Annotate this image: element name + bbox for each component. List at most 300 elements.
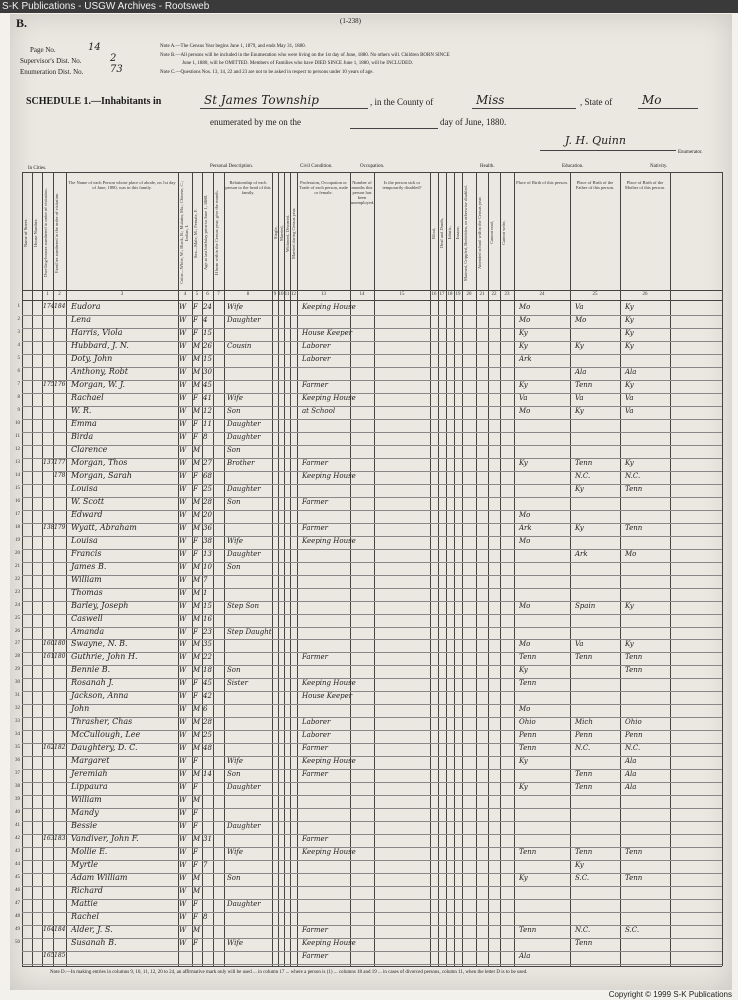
row-number: 19: [15, 537, 20, 543]
mother-birthplace-value: Ky: [625, 640, 634, 649]
column-number: 12: [291, 292, 296, 297]
family-number: 183: [54, 835, 66, 843]
color-value: W: [179, 303, 187, 311]
row-number: 6: [17, 368, 20, 374]
row-number: 43: [15, 849, 20, 855]
age-value: 1: [203, 588, 208, 597]
column-number: 18: [447, 292, 453, 297]
age-value: 7: [203, 575, 208, 584]
father-birthplace-value: Tenn: [575, 458, 593, 467]
person-name: Mollie E.: [71, 847, 108, 857]
page-label: Page No.: [30, 46, 56, 54]
sex-value: M: [193, 575, 201, 584]
person-name: Anthony, Robt: [71, 366, 128, 376]
birthplace-value: Ky: [519, 458, 528, 467]
sex-value: M: [193, 796, 201, 805]
birthplace-value: Ky: [519, 328, 528, 337]
relationship-value: Step Daught: [227, 627, 272, 636]
age-value: 30: [203, 367, 212, 376]
color-value: W: [179, 757, 187, 766]
row-number: 50: [15, 940, 20, 946]
occupation-value: at School: [302, 406, 336, 415]
person-name: Swayne, N. B.: [71, 639, 128, 649]
row-line: [22, 964, 722, 965]
age-value: 15: [203, 328, 212, 337]
column-number: 7: [217, 292, 220, 297]
county-name: Miss: [476, 93, 505, 107]
sex-value: M: [193, 770, 201, 779]
occupation-value: Keeping House: [302, 757, 356, 766]
column-number: 26: [642, 292, 648, 297]
relationship-value: Son: [227, 445, 241, 454]
mother-birthplace-value: Va: [625, 393, 634, 402]
corner-mark: (1-238): [340, 17, 361, 25]
column-header-label: Profession, Occupation or Trade of each person, male or female.: [299, 180, 348, 195]
age-value: 22: [203, 653, 212, 662]
person-name: James B.: [71, 561, 107, 571]
age-value: 45: [203, 679, 212, 688]
dwelling-number: 164: [43, 926, 55, 934]
relationship-value: Son: [227, 874, 241, 883]
age-value: 68: [203, 471, 212, 480]
occupation-value: Keeping House: [302, 939, 356, 948]
age-value: 4: [203, 315, 208, 324]
color-value: W: [179, 575, 187, 584]
color-value: W: [179, 497, 187, 506]
color-value: W: [179, 822, 187, 831]
relationship-value: Wife: [227, 848, 244, 857]
column-header-label: Dwelling-houses numbered in order of visitation.: [43, 188, 48, 278]
source-banner: S-K Publications - USGW Archives - Rootsweb: [0, 0, 738, 13]
row-number: 15: [15, 485, 20, 491]
row-number: 31: [15, 693, 20, 699]
row-number: 27: [15, 641, 20, 647]
color-value: W: [179, 783, 187, 792]
age-value: 8: [203, 913, 208, 922]
age-value: 6: [203, 705, 208, 714]
occupation-header: Occupation.: [360, 164, 385, 169]
birthplace-value: Mo: [519, 536, 531, 545]
birthplace-value: Ky: [519, 380, 528, 389]
color-value: W: [179, 874, 187, 883]
person-name: Rachel: [71, 912, 99, 922]
family-number: 180: [54, 653, 66, 661]
sex-value: F: [193, 315, 198, 324]
row-number: 44: [15, 862, 20, 868]
color-value: W: [179, 419, 187, 428]
color-value: W: [179, 640, 187, 649]
column-number: 22: [491, 292, 497, 297]
column-header-label: Place of Birth of the Mother of this person.: [625, 180, 665, 190]
row-number: 1: [17, 304, 20, 309]
relationship-value: Step Son: [227, 601, 259, 610]
father-birthplace-value: Tenn: [575, 653, 593, 662]
mother-birthplace-value: Ohio: [625, 718, 642, 727]
relationship-value: Daughter: [227, 315, 261, 324]
color-value: W: [179, 315, 187, 324]
sex-value: F: [193, 328, 198, 337]
color-value: W: [179, 679, 187, 688]
column-number: 13: [321, 292, 326, 297]
father-birthplace-value: Tenn: [575, 939, 593, 948]
column-header-label: Families numbered in the order of visitation.: [54, 192, 59, 274]
color-value: W: [179, 627, 187, 636]
row-number: 39: [15, 797, 20, 803]
father-birthplace-value: Tenn: [575, 848, 593, 857]
person-name: Birda: [71, 431, 94, 441]
sex-value: M: [193, 614, 201, 623]
row-number: 36: [15, 758, 20, 764]
family-number: 184: [54, 926, 66, 934]
person-name: Susanah B.: [71, 938, 117, 948]
sex-value: M: [193, 874, 201, 883]
sex-value: M: [193, 367, 201, 376]
birthplace-value: Mo: [519, 303, 531, 311]
mother-birthplace-value: Ky: [625, 328, 634, 337]
enumerator-signature: J. H. Quinn: [565, 134, 626, 147]
relationship-value: Wife: [227, 393, 244, 402]
note-b-2: June 1, 1880, will be OMITTED. Members of Families who have DIED SINCE June 1, 1880, will be INCLUDED.: [182, 61, 414, 66]
age-value: 24: [203, 303, 212, 311]
birthplace-value: Mo: [519, 510, 531, 519]
row-number: 24: [15, 602, 20, 608]
column-header-label: Single,: [273, 226, 278, 240]
color-value: W: [179, 939, 187, 948]
family-number: 184: [54, 303, 66, 310]
row-number: 23: [15, 589, 20, 595]
row-number: 48: [15, 914, 20, 920]
person-name: W. Scott: [71, 496, 105, 506]
person-name: Mandy: [71, 808, 99, 818]
person-name: Morgan, Sarah: [71, 470, 132, 480]
row-number: 12: [15, 446, 20, 452]
person-name: Jeremiah: [71, 769, 108, 779]
occupation-value: Keeping House: [302, 393, 356, 402]
father-birthplace-value: Va: [575, 393, 584, 402]
sex-value: F: [193, 939, 198, 948]
row-number: 34: [15, 732, 20, 738]
color-value: W: [179, 484, 187, 493]
column-number: 3: [120, 292, 124, 297]
color-value: W: [179, 510, 187, 519]
grid-line: [22, 300, 722, 301]
footer-note: Note D.—In making entries in columns 9, 10, 11, 12, 20 to 24, an affirmative mark only will be used ... in column 17 ... where a person is (1) ... columns 18 and 19 ... in cases of divorced persons, column 11, when the letter D is to be used.: [50, 970, 528, 975]
column-number: 24: [539, 292, 545, 297]
mother-birthplace-value: Tenn: [625, 484, 643, 493]
father-birthplace-value: Ky: [575, 484, 584, 493]
birthplace-value: Tenn: [519, 926, 537, 935]
person-name: Emma: [71, 418, 97, 428]
father-birthplace-value: N.C.: [575, 744, 591, 753]
sex-value: M: [193, 640, 201, 649]
person-name: Clarence: [71, 444, 108, 454]
family-number: 176: [54, 380, 66, 388]
occupation-value: Laborer: [302, 354, 331, 363]
color-value: W: [179, 809, 187, 818]
grid-line: [22, 966, 722, 967]
color-value: W: [179, 653, 187, 662]
sex-value: F: [193, 783, 198, 792]
supervisor-label: Supervisor's Dist. No.: [20, 57, 82, 65]
row-number: 38: [15, 784, 20, 790]
person-name: McCullough, Lee: [71, 730, 141, 740]
sex-value: M: [193, 341, 201, 350]
row-number: 47: [15, 901, 20, 907]
occupation-value: Farmer: [302, 926, 329, 935]
dwelling-number: 160: [43, 640, 55, 648]
row-number: 8: [17, 394, 20, 400]
person-name: Daughtery, D. C.: [71, 743, 138, 753]
row-number: 37: [15, 771, 20, 777]
occupation-value: House Keeper: [302, 692, 353, 701]
nativity-header: Nativity.: [650, 164, 668, 169]
column-number: 15: [399, 292, 405, 297]
mother-birthplace-value: N.C.: [625, 471, 641, 480]
grid-line: [22, 172, 722, 173]
relationship-value: Daughter: [227, 783, 261, 792]
row-number: 49: [15, 927, 20, 933]
census-sheet: [10, 14, 732, 990]
person-name: Morgan, W. J.: [71, 379, 125, 389]
row-number: 10: [15, 420, 20, 426]
age-value: 13: [203, 549, 212, 558]
birthplace-value: Tenn: [519, 653, 537, 662]
color-value: W: [179, 718, 187, 727]
color-value: W: [179, 913, 187, 922]
column-header-label: Place of Birth of the Father of this person.: [575, 180, 615, 190]
birthplace-value: Ky: [519, 341, 528, 350]
relationship-value: Daughter: [227, 432, 261, 441]
relationship-value: Son: [227, 770, 241, 779]
mother-birthplace-value: Ala: [625, 757, 637, 766]
column-number: 17: [439, 292, 445, 297]
birthplace-value: Mo: [519, 705, 531, 714]
row-number: 40: [15, 810, 20, 816]
person-name: Margaret: [71, 756, 110, 766]
age-value: 15: [203, 601, 212, 610]
row-number: 41: [15, 823, 20, 829]
sex-value: F: [193, 757, 198, 766]
enumerated-label: enumerated by me on the: [210, 117, 301, 127]
sex-value: M: [193, 653, 201, 662]
father-birthplace-value: Tenn: [575, 783, 593, 792]
mother-birthplace-value: Ky: [625, 303, 634, 311]
father-birthplace-value: Ky: [575, 406, 584, 415]
color-value: W: [179, 666, 187, 675]
note-c: Note C.—Questions Nos. 13, 14, 22 and 23 are not to be asked in respect to persons under 10 years of age.: [160, 70, 374, 75]
family-number: 182: [54, 744, 66, 752]
person-name: Lena: [71, 314, 91, 324]
father-birthplace-value: Va: [575, 640, 584, 649]
grid-line: [22, 290, 722, 291]
sex-value: M: [193, 562, 201, 571]
grid-line: [722, 172, 723, 966]
column-number: 4: [183, 292, 187, 297]
mother-birthplace-value: Ky: [625, 341, 634, 350]
sex-value: M: [193, 523, 201, 532]
dwelling-number: 138: [43, 523, 55, 531]
person-name: Thrasher, Chas: [71, 717, 133, 727]
column-header-label: Relationship of each person to the head of this family.: [225, 180, 271, 195]
sex-value: F: [193, 913, 198, 922]
township-name: St James Township: [204, 93, 319, 107]
sex-value: F: [193, 536, 198, 545]
row-line: [22, 951, 722, 952]
color-value: W: [179, 887, 187, 896]
mother-birthplace-value: S.C.: [625, 926, 640, 935]
father-birthplace-value: Ark: [575, 549, 588, 558]
day-label: day of June, 1880.: [440, 117, 507, 127]
column-number: 20: [466, 292, 472, 297]
sex-value: F: [193, 627, 198, 636]
row-number: 42: [15, 836, 20, 842]
family-number: 185: [54, 952, 66, 960]
person-name: Vandiver, John F.: [71, 834, 139, 844]
person-name: Wyatt, Abraham: [71, 522, 137, 532]
relationship-value: Wife: [227, 757, 244, 766]
column-header-label: Place of Birth of this person.: [516, 180, 568, 185]
sex-value: M: [193, 705, 201, 714]
family-number: 178: [54, 471, 66, 479]
sex-value: F: [193, 484, 198, 493]
column-header-label: If born within the Census year, give the month.: [214, 190, 219, 276]
education-header: Education.: [562, 164, 584, 169]
sex-value: F: [193, 432, 198, 441]
column-header-label: Blind,: [431, 227, 436, 239]
relationship-value: Sister: [227, 679, 248, 688]
color-value: W: [179, 770, 187, 779]
father-birthplace-value: N.C.: [575, 471, 591, 480]
father-birthplace-value: Mo: [575, 315, 587, 324]
age-value: 26: [203, 341, 212, 350]
person-name: Bennie B.: [71, 665, 111, 675]
birthplace-value: Tenn: [519, 679, 537, 688]
schedule-label: SCHEDULE 1.—Inhabitants in: [26, 96, 162, 107]
civil-header: Civil Condition.: [300, 164, 333, 169]
row-number: 16: [15, 498, 20, 504]
sex-value: M: [193, 926, 201, 935]
row-number: 25: [15, 615, 20, 621]
color-value: W: [179, 744, 187, 753]
column-number: 11: [284, 292, 290, 297]
column-header-label: Is the person sick or temporarily disabled?: [382, 180, 422, 190]
enumeration-label: Enumeration Dist. No.: [20, 68, 84, 76]
row-number: 21: [15, 563, 20, 569]
person-name: William: [71, 795, 102, 805]
relationship-value: Daughter: [227, 900, 261, 909]
age-value: 20: [203, 510, 212, 519]
person-name: Guthrie, John H.: [71, 652, 138, 662]
relationship-value: Daughter: [227, 822, 261, 831]
in-cities-header: In Cities.: [28, 166, 47, 171]
person-name: Doty, John: [71, 353, 113, 363]
column-number: 9: [273, 292, 277, 297]
occupation-value: Keeping House: [302, 679, 356, 688]
color-value: W: [179, 926, 187, 935]
relationship-value: Wife: [227, 303, 244, 311]
column-header-label: Cannot write,: [501, 220, 506, 246]
column-number: 16: [431, 292, 437, 297]
mother-birthplace-value: Penn: [625, 731, 643, 740]
color-value: W: [179, 549, 187, 558]
color-value: W: [179, 848, 187, 857]
relationship-value: Daughter: [227, 549, 261, 558]
health-header: Health.: [480, 164, 495, 169]
occupation-value: Farmer: [302, 952, 329, 961]
color-value: W: [179, 588, 187, 597]
sex-value: F: [193, 809, 198, 818]
father-birthplace-value: Spain: [575, 601, 596, 610]
column-header-label: House Number.: [33, 218, 38, 248]
column-header-label: Cannot read,: [489, 221, 494, 245]
person-name: Rachael: [71, 392, 104, 402]
corner-letter: B.: [16, 16, 28, 30]
mother-birthplace-value: Mo: [625, 549, 637, 558]
person-name: Louisa: [71, 535, 98, 545]
column-number: 5: [195, 292, 199, 297]
person-name: Adam William: [71, 873, 128, 883]
person-name: Francis: [71, 548, 102, 558]
note-a: Note A.—The Census Year begins June 1, 1879, and ends May 31, 1880.: [160, 44, 306, 49]
note-b-1: Note B.—All persons will be included in the Enumeration who were living on the 1st day of June, 1880. No others will. Children BORN SINCE: [160, 53, 450, 58]
sex-value: M: [193, 835, 201, 844]
mother-birthplace-value: Tenn: [625, 848, 643, 857]
sex-value: M: [193, 445, 201, 454]
person-name: Thomas: [71, 587, 103, 597]
occupation-value: Laborer: [302, 718, 331, 727]
father-birthplace-value: N.C.: [575, 926, 591, 935]
column-header-label: Idiotic,: [447, 226, 452, 240]
column-header-label: Sex—Male, M.; Female, F.: [193, 208, 198, 258]
sex-value: M: [193, 406, 201, 415]
column-header-label: Age at last birthday prior to June 1, 1880.: [203, 195, 208, 271]
age-value: 27: [203, 458, 212, 467]
row-number: 33: [15, 719, 20, 725]
column-number: 10: [278, 292, 284, 297]
sex-value: M: [193, 497, 201, 506]
person-name: Eudora: [71, 302, 101, 311]
row-number: 45: [15, 875, 20, 881]
family-number: 179: [54, 523, 66, 531]
column-header-label: Deaf and Dumb,: [439, 218, 444, 248]
color-value: W: [179, 523, 187, 532]
sex-value: F: [193, 861, 198, 870]
sex-value: F: [193, 692, 198, 701]
father-birthplace-value: Ky: [575, 523, 584, 532]
column-header-label: Name of Street.: [23, 218, 28, 248]
person-name: Myrtle: [71, 860, 99, 870]
age-value: 8: [203, 432, 208, 441]
person-name: Richard: [71, 886, 103, 896]
occupation-value: Keeping House: [302, 303, 356, 311]
age-value: 28: [203, 718, 212, 727]
dwelling-number: 165: [43, 952, 55, 960]
relationship-value: Wife: [227, 939, 244, 948]
person-name: Lippaura: [71, 782, 108, 792]
occupation-value: Laborer: [302, 341, 331, 350]
row-number: 13: [15, 459, 20, 465]
occupation-value: Keeping House: [302, 471, 356, 480]
birthplace-value: Ky: [519, 757, 528, 766]
occupation-value: Farmer: [302, 497, 329, 506]
row-number: 4: [17, 342, 20, 348]
color-value: W: [179, 367, 187, 376]
person-name: Hubbard, J. N.: [71, 340, 129, 350]
color-value: W: [179, 341, 187, 350]
enumeration-number: 73: [110, 64, 123, 75]
person-name: Louisa: [71, 483, 98, 493]
father-birthplace-value: Tenn: [575, 380, 593, 389]
